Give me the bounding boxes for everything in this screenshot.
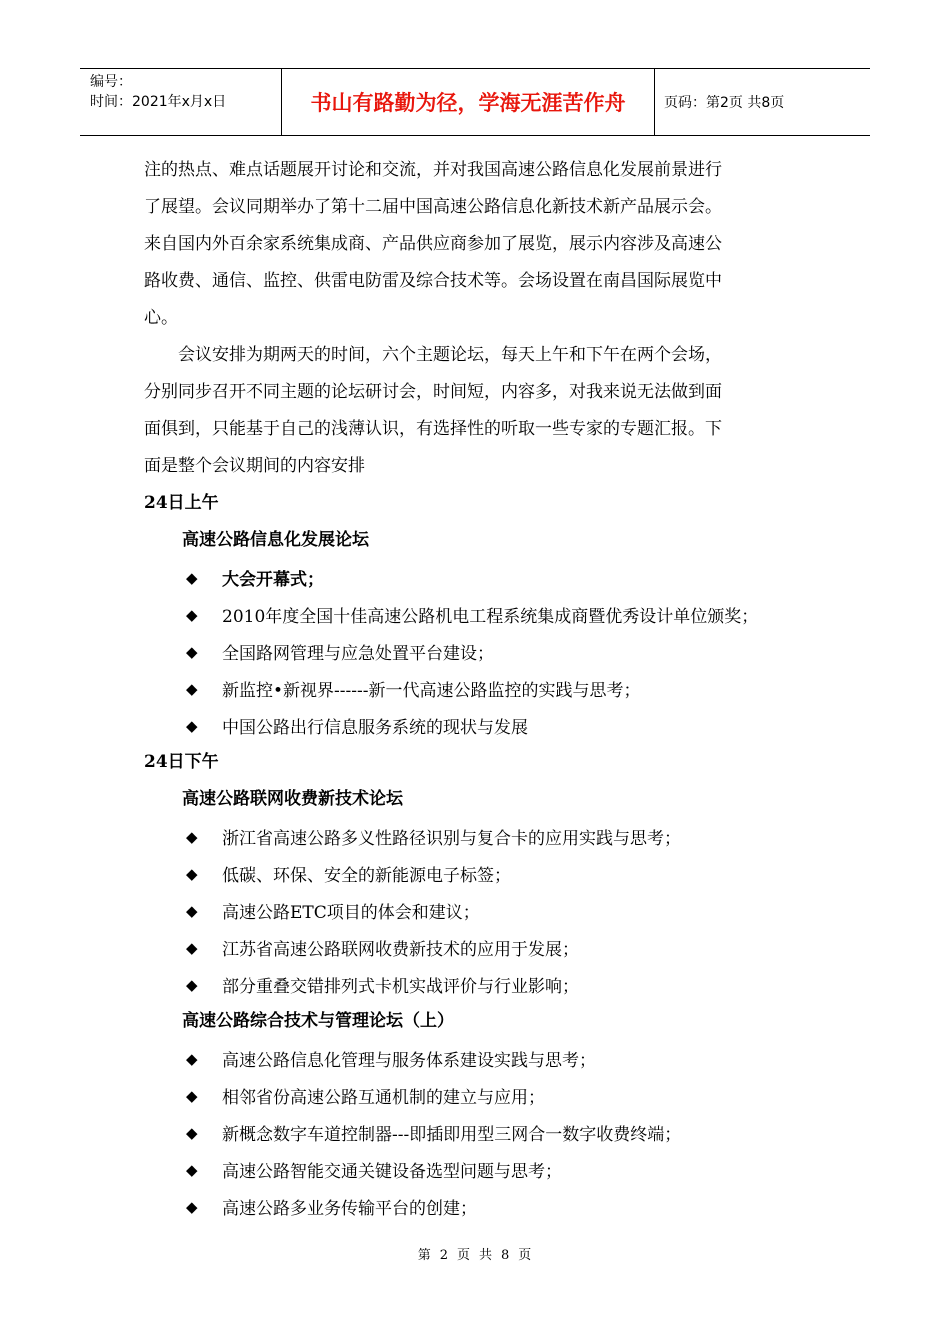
list-item-text: 新概念数字车道控制器---即插即用型三网合一数字收费终端；	[222, 1125, 682, 1145]
diamond-bullet-icon: ◆	[186, 1197, 198, 1216]
paragraph-line: 面是整个会议期间的内容安排	[144, 456, 365, 476]
paragraph-line: 会议安排为期两天的时间，六个主题论坛，每天上午和下午在两个会场，	[178, 345, 722, 365]
footer-ye: 页	[518, 1248, 533, 1263]
list-item	[144, 670, 814, 707]
paragraph-line: 路收费、通信、监控、供雷电防雷及综合技术等。会场设置在南昌国际展览中	[144, 271, 722, 291]
list-item	[144, 707, 814, 744]
diamond-bullet-icon: ◆	[186, 1160, 198, 1179]
day-heading-afternoon: 24日下午	[144, 752, 219, 772]
diamond-bullet-icon: ◆	[186, 901, 198, 920]
list-item-text: 全国路网管理与应急处置平台建设；	[222, 644, 494, 664]
diamond-bullet-icon: ◆	[186, 827, 198, 846]
list-item	[144, 1040, 814, 1077]
number-label: 编号：	[90, 74, 132, 90]
footer-di: 第	[417, 1248, 432, 1263]
list-item	[144, 1188, 814, 1225]
page-header	[80, 68, 870, 136]
forum-title-informatization: 高速公路信息化发展论坛	[182, 530, 369, 550]
diamond-bullet-icon: ◆	[186, 679, 198, 698]
day-heading-morning: 24日上午	[144, 493, 219, 513]
paragraph-1	[144, 152, 814, 337]
diamond-bullet-icon: ◆	[186, 642, 198, 661]
list-item-text: 部分重叠交错排列式卡机实战评价与行业影响；	[222, 977, 579, 997]
diamond-bullet-icon: ◆	[186, 938, 198, 957]
paragraph-2	[144, 337, 814, 485]
list-item-text: 相邻省份高速公路互通机制的建立与应用；	[222, 1088, 545, 1108]
diamond-bullet-icon: ◆	[186, 1123, 198, 1142]
diamond-bullet-icon: ◆	[186, 716, 198, 735]
list-item-text: 浙江省高速公路多义性路径识别与复合卡的应用实践与思考；	[222, 829, 681, 849]
footer-gong: 共	[479, 1248, 494, 1263]
diamond-bullet-icon: ◆	[186, 864, 198, 883]
list-item-text: 2010年度全国十佳高速公路机电工程系统集成商暨优秀设计单位颁奖；	[222, 607, 759, 627]
forum-title-toll: 高速公路联网收费新技术论坛	[182, 789, 403, 809]
diamond-bullet-icon: ◆	[186, 975, 198, 994]
diamond-bullet-icon: ◆	[186, 605, 198, 624]
list-item	[144, 818, 814, 855]
list-item-text: 低碳、环保、安全的新能源电子标签；	[222, 866, 511, 886]
paragraph-line: 心。	[144, 308, 178, 328]
paragraph-line: 注的热点、难点话题展开讨论和交流，并对我国高速公路信息化发展前景进行	[144, 160, 722, 180]
forum-1-list	[144, 559, 814, 744]
page-footer	[0, 1244, 950, 1263]
list-item	[144, 1114, 814, 1151]
paragraph-line: 面俱到，只能基于自己的浅薄认识，有选择性的听取一些专家的专题汇报。下	[144, 419, 722, 439]
forum-title-management: 高速公路综合技术与管理论坛（上）	[182, 1011, 454, 1031]
list-item-text: 高速公路智能交通关键设备选型问题与思考；	[222, 1162, 562, 1182]
header-meta	[80, 69, 282, 135]
list-item-text: 大会开幕式；	[222, 570, 324, 590]
forum-3-list	[144, 1040, 814, 1225]
diamond-bullet-icon: ◆	[186, 1049, 198, 1068]
diamond-bullet-icon: ◆	[186, 568, 198, 587]
list-item-text: 高速公路多业务传输平台的创建；	[222, 1199, 477, 1219]
paragraph-line: 来自国内外百余家系统集成商、产品供应商参加了展览，展示内容涉及高速公	[144, 234, 722, 254]
forum-2-list	[144, 818, 814, 1003]
list-item-text: 高速公路信息化管理与服务体系建设实践与思考；	[222, 1051, 596, 1071]
list-item-text: 江苏省高速公路联网收费新技术的应用于发展；	[222, 940, 579, 960]
list-item	[144, 596, 814, 633]
paragraph-line: 了展望。会议同期举办了第十二届中国高速公路信息化新技术新产品展示会。	[144, 197, 722, 217]
paragraph-line: 分别同步召开不同主题的论坛研讨会，时间短，内容多，对我来说无法做到面	[144, 382, 722, 402]
list-item	[144, 892, 814, 929]
header-motto: 书山有路勤为径，学海无涯苦作舟	[282, 69, 655, 135]
document-body	[144, 152, 814, 1225]
footer-ye: 页	[456, 1248, 471, 1263]
header-page-info: 页码：第2页 共8页	[664, 95, 785, 111]
list-item	[144, 966, 814, 1003]
list-item	[144, 855, 814, 892]
list-item-text: 新监控•新视界------新一代高速公路监控的实践与思考；	[222, 681, 641, 701]
list-item	[144, 929, 814, 966]
date-label: 时间：2021年x月x日	[90, 94, 227, 110]
list-item	[144, 633, 814, 670]
list-item-text: 高速公路ETC项目的体会和建议；	[222, 903, 480, 923]
diamond-bullet-icon: ◆	[186, 1086, 198, 1105]
footer-page-number: 2	[439, 1248, 449, 1263]
list-item-text: 中国公路出行信息服务系统的现状与发展	[222, 718, 528, 738]
footer-total-pages: 8	[501, 1248, 511, 1263]
list-item	[144, 1151, 814, 1188]
list-item	[144, 559, 814, 596]
list-item	[144, 1077, 814, 1114]
